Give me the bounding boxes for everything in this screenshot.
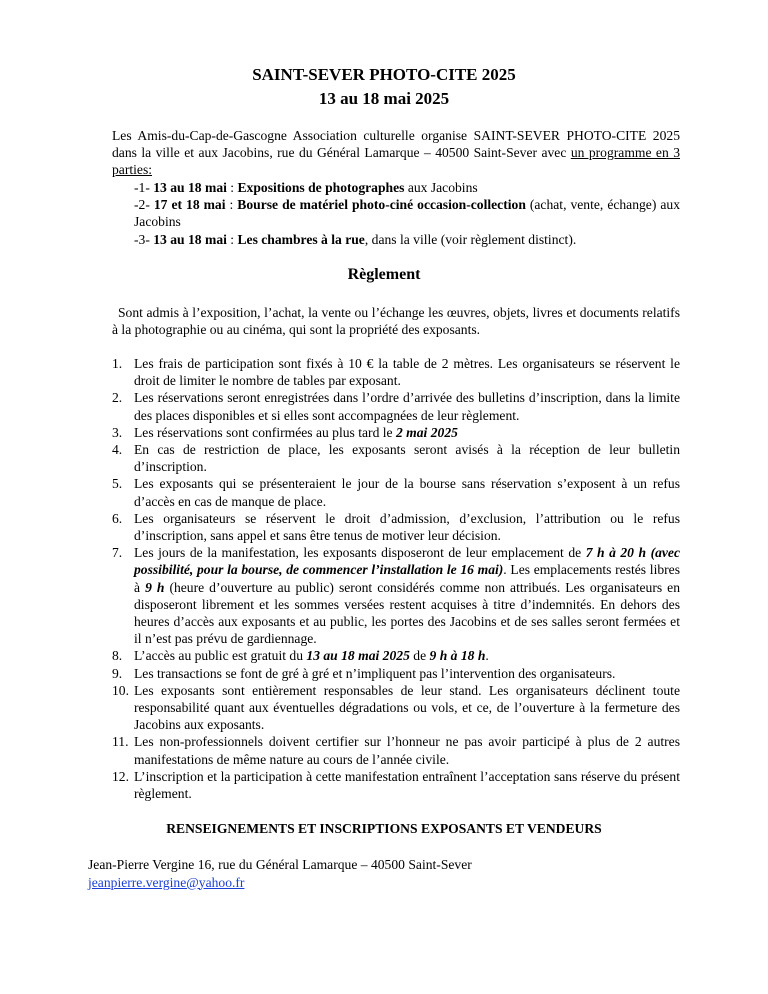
rule-item: 4. En cas de restriction de place, les exposants seront avisés à la réception de leur bulletin d’inscription. <box>112 442 680 475</box>
deadline-date: 2 mai 2025 <box>395 424 458 440</box>
rule-item: 5. Les exposants qui se présenteraient le jour de la bourse sans réservation s’exposent à un refus d’accès en cas de manque de place. <box>112 476 680 509</box>
rule-item: 1. Les frais de participation sont fixés à 10 € la table de 2 mètres. Les organisateurs se réservent le droit de limiter le nombre de tables par exposant. <box>112 356 680 389</box>
program-part: -2- 17 et 18 mai : Bourse de matériel photo-ciné occasion-collection (achat, vente, échange) aux Jacobins <box>134 197 680 230</box>
part-date: 13 au 18 mai <box>153 231 227 247</box>
program-part: -3- 13 au 18 mai : Les chambres à la rue, dans la ville (voir règlement distinct). <box>134 231 577 247</box>
public-dates: 13 au 18 mai 2025 <box>306 648 410 664</box>
part-date: 13 au 18 mai <box>153 180 227 195</box>
rule-item: 9. Les transactions se font de gré à gré et n’impliquent pas l’intervention des organisateurs. <box>112 665 616 681</box>
contact-block <box>88 856 472 891</box>
rules-list <box>112 355 680 802</box>
opening-hour: 9 h <box>145 579 165 595</box>
contact-address: Jean-Pierre Vergine 16, rue du Général Lamarque – 40500 Saint-Sever <box>88 857 472 872</box>
intro-paragraph <box>112 127 680 179</box>
program-part: -1- 13 au 18 mai : Expositions de photographes aux Jacobins <box>134 180 478 195</box>
hours-emphasis: 7 h à 20 h (avec possibilité, pour la bourse, de commencer l’installation le 16 mai) <box>134 545 680 578</box>
rule-item: 8. L’accès au public est gratuit du 13 au 18 mai 2025 de 9 h à 18 h. <box>112 648 489 664</box>
part-title: Expositions de photographes <box>237 180 405 195</box>
part-title: Bourse de matériel photo-ciné occasion-collection <box>237 197 526 213</box>
rule-item: 10. Les exposants sont entièrement responsables de leur stand. Les organisateurs déclinent toute responsabilité quant aux éventuelles dégradations ou vols, et ce, de l’ouverture à la fermeture des Jacobins aux exposants. <box>112 682 680 733</box>
document-title: SAINT-SEVER PHOTO-CITE 2025 <box>252 65 516 84</box>
rule-item: 6. Les organisateurs se réservent le droit d’admission, d’exclusion, l’attribution ou le refus d’inscription, sans appel et sans être tenus de motiver leur décision. <box>112 510 680 544</box>
document-dates: 13 au 18 mai 2025 <box>318 89 450 108</box>
rule-item: 2. Les réservations seront enregistrées dans l’ordre d’arrivée des bulletins d’inscription, dans la limite des places disponibles et si elles sont accompagnées de leur règlement. <box>112 390 680 423</box>
program-parts <box>134 179 680 248</box>
rule-item: 11. Les non-professionnels doivent certifier sur l’honneur ne pas avoir participé à plus de 2 autres manifestations de même nature au cours de l’année civile. <box>112 734 680 767</box>
rule-item: 7. Les jours de la manifestation, les exposants disposeront de leur emplacement de 7 h à 20 h (avec possibilité, pour la bourse, de commencer l’installation le 16 mai). Les emplacements restés libres à 9 h (heure d’ouverture au public) seront considérés comme non attribués. Les organisateurs en disposeront librement et les sommes versées restent acquises à titre d’indemnités. En dehors des heures d’accès aux exposants et au public, les portes des Jacobins et de ses salles seront fermées et il n’est pas prévu de gardiennage. <box>112 545 680 647</box>
rule-item: 12. L’inscription et la participation à cette manifestation entraînent l’acceptation sans réserve du présent règlement. <box>112 768 680 802</box>
reglement-heading: Règlement <box>347 266 421 283</box>
part-date: 17 et 18 mai <box>153 197 226 213</box>
intro-text: Les Amis-du-Cap-de-Gascogne Association culturelle organise SAINT-SEVER PHOTO-CITE 2025 dans la ville et aux Jacobins, rue du Général Lamarque – 40500 Saint-Sever avec <box>112 128 680 161</box>
admis-paragraph: Sont admis à l’exposition, l’achat, la vente ou l’échange les œuvres, objets, livres et documents relatifs à la photographie ou au cinéma, qui sont la propriété des exposants. <box>112 305 680 338</box>
part-title: Les chambres à la rue <box>237 231 365 247</box>
renseignements-heading: RENSEIGNEMENTS ET INSCRIPTIONS EXPOSANTS ET VENDEURS <box>166 821 602 836</box>
intro-program-underlined: un programme en 3 parties: <box>112 145 680 178</box>
public-hours: 9 h à 18 h <box>429 648 486 664</box>
contact-email-link[interactable]: jeanpierre.vergine@yahoo.fr <box>88 874 245 890</box>
rule-item: 3. Les réservations sont confirmées au plus tard le 2 mai 2025 <box>112 424 458 440</box>
